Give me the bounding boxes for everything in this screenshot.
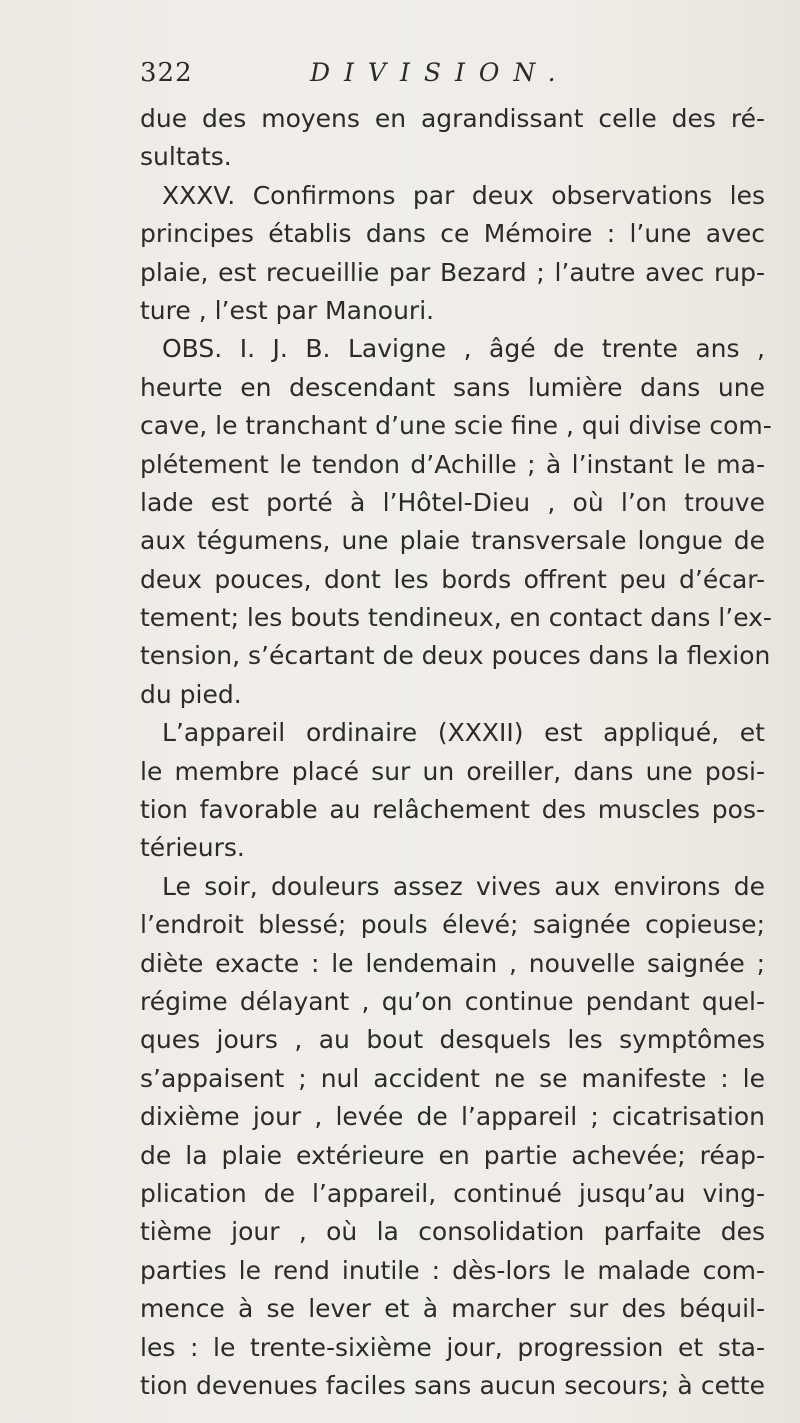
paragraph-start-line: XXXV. Confirmons par deux observations les: [162, 180, 765, 210]
text-line: plaie, est recueillie par Bezard ; l’autre avec rup-: [140, 257, 765, 287]
text-line: dixième jour , levée de l’appareil ; cicatrisation: [140, 1102, 765, 1132]
text-line: les : le trente-sixième jour, progression et sta-: [140, 1332, 765, 1362]
text-line: due des moyens en agrandissant celle des ré-: [140, 104, 765, 133]
text-line: mence à se lever et à marcher sur des béquil-: [140, 1294, 765, 1324]
text-line: régime délayant , qu’on continue pendant quel-: [140, 986, 765, 1016]
text-line: ques jours , au bout desquels les symptômes: [140, 1025, 765, 1055]
text-line: le membre placé sur un oreiller, dans une posi-: [140, 756, 765, 786]
text-line: de la plaie extérieure en partie achevée; réap-: [140, 1140, 765, 1170]
text-line: principes établis dans ce Mémoire : l’une avec: [140, 219, 765, 249]
text-line: parties le rend inutile : dès-lors le malade com-: [140, 1255, 765, 1285]
page-number: 322: [140, 58, 193, 88]
text-line: du pied.: [140, 679, 242, 709]
text-line: aux tégumens, une plaie transversale longue de: [140, 526, 765, 556]
text-line: tion devenues faciles sans aucun secours; à cette: [140, 1370, 765, 1400]
text-line: heurte en descendant sans lumière dans une: [140, 372, 765, 402]
text-line: térieurs.: [140, 833, 245, 863]
paragraph-start-line: OBS. I. J. B. Lavigne , âgé de trente ans ,: [162, 334, 765, 364]
text-line: cave, le tranchant d’une scie fine , qui divise com-: [140, 411, 772, 441]
text-line: diète exacte : le lendemain , nouvelle saignée ;: [140, 948, 765, 978]
text-line: sultats.: [140, 142, 232, 172]
body-text: [140, 100, 772, 1405]
page-header: [140, 58, 740, 98]
text-line: deux pouces, dont les bords offrent peu d’écar-: [140, 564, 765, 594]
text-line: l’endroit blessé; pouls élevé; saignée copieuse;: [140, 910, 765, 940]
text-line: lade est porté à l’Hôtel-Dieu , où l’on trouve: [140, 487, 765, 517]
text-line: plication de l’appareil, continué jusqu’au ving-: [140, 1178, 765, 1208]
text-line: tième jour , où la consolidation parfaite des: [140, 1217, 765, 1247]
text-line: s’appaisent ; nul accident ne se manifeste : le: [140, 1063, 765, 1093]
text-line: ture , l’est par Manouri.: [140, 295, 435, 325]
paragraph-start-line: Le soir, douleurs assez vives aux environs de: [162, 871, 765, 901]
text-line: tement; les bouts tendineux, en contact dans l’ex-: [140, 603, 772, 633]
running-head: DIVISION.: [310, 58, 570, 87]
text-line: tension, s’écartant de deux pouces dans la flexion: [140, 641, 771, 671]
text-line: tion favorable au relâchement des muscles pos-: [140, 795, 765, 825]
text-line: plétement le tendon d’Achille ; à l’instant le ma-: [140, 449, 765, 479]
paragraph-start-line: L’appareil ordinaire (XXXII) est appliqué, et: [162, 718, 765, 748]
